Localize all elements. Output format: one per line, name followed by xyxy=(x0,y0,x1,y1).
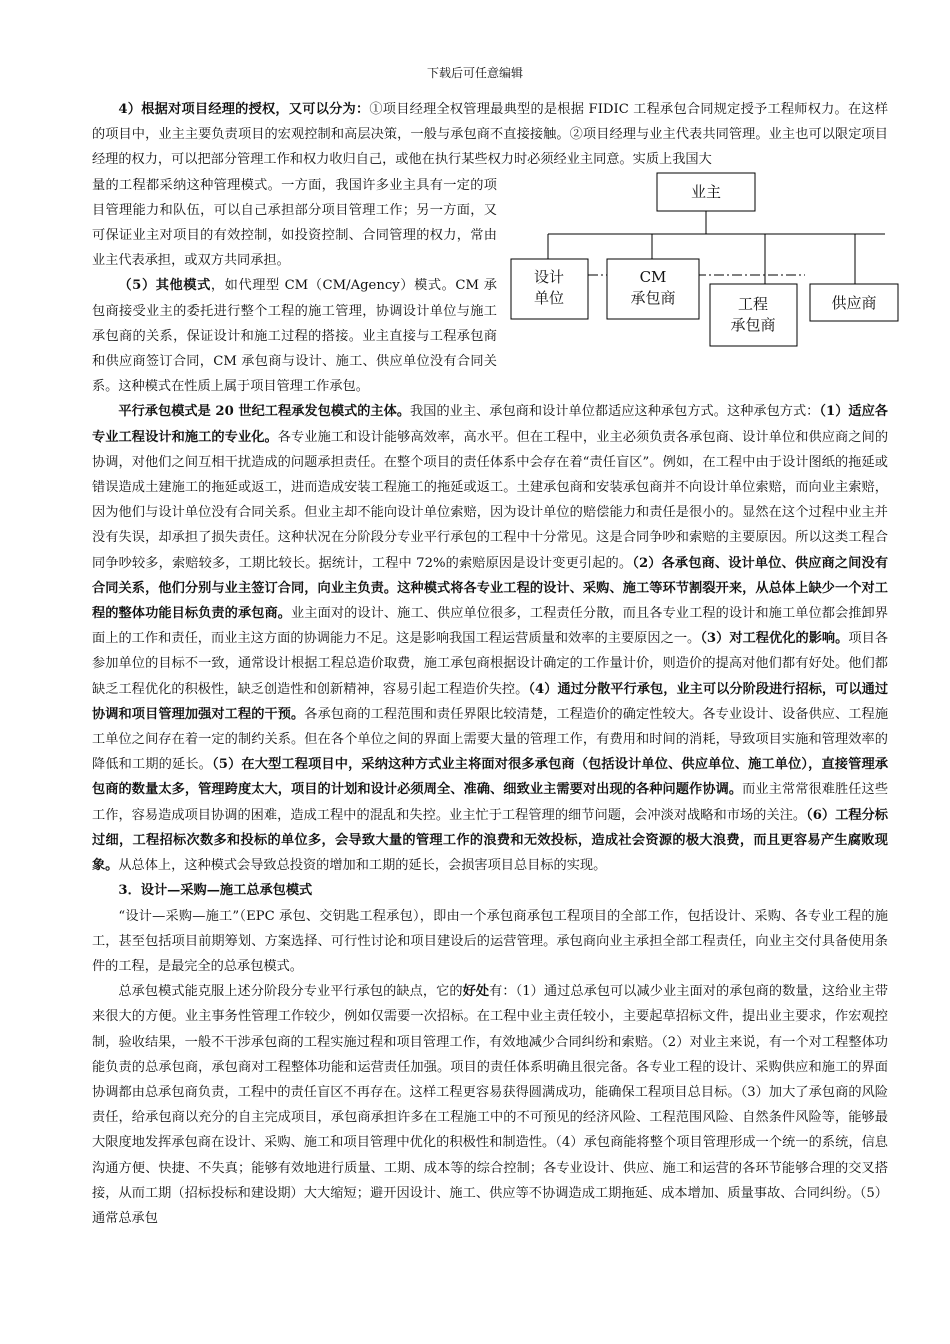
paragraph-epc-advantages xyxy=(92,979,888,1231)
heading-pm-authorization: 4）根据对项目经理的授权，又可以分为： xyxy=(118,102,370,117)
page-header: 下载后可任意编辑 xyxy=(426,66,523,80)
cm-label-2: 承包商 xyxy=(630,289,676,307)
supplier-label: 供应商 xyxy=(831,294,877,312)
parallel-text-1: 我国的业主、承包商和设计单位都适应这种承包方式。这种承包方式： xyxy=(410,404,820,420)
parallel-bold-2: （1）适应各专业工程设计和施工的专业化。 xyxy=(92,404,888,445)
design-label-1: 设计 xyxy=(533,268,565,286)
pm-authorization-text: ①项目经理全权管理最典型的是根据 FIDIC 工程承包合同规定授予工程师权力。在这样的项目中，业主主要负责项目的宏观控制和高层决策，一般与承包商不直接接触。②项目经理与业主代表共同管理。业主也可以限定项目经理的权力，可以把部分管理工作和权力收归自己，或他在执行某些权力时必须经业主同意。实质上我国大 xyxy=(92,102,888,168)
parallel-text-3: 各专业施工和设计能够高效率，高水平。但在工程中，业主必须负责各承包商、设计单位和供应商之间的协调，对他们之间互相干扰造成的问题承担责任。在整个项目的责任体系中会存在着“责任盲区”。例如，在工程中由于设计图纸的拖延或错误造成土建施工的拖延或返工，进而造成安装工程施工的拖延或返工。土建承包商和安装承包商并不向设计单位索赔，而向业主索赔，因为他们与设计单位没有合同关系。但业主却不能向设计单位索赔，因为设计单位的赔偿能力和责任是很小的。显然在这个过程中业主并没有失误，却承担了损失责任。这种状况在分阶段分专业平行承包的工程中十分常见。这是合同争吵和索赔的主要原因。所以这类工程合同争吵较多，索赔较多，工期比较长。据统计，工程中 72%的索赔原因是设计变更引起的。 xyxy=(92,429,889,571)
advantages-intro: 总承包模式能克服上述分阶段分专业平行承包的缺点，它的 xyxy=(118,984,463,1000)
cm-structure-diagram xyxy=(510,171,902,353)
parallel-bold-10: （5）在大型工程项目中，采纳这种方式业主将面对很多承包商（包括设计单位、供应单位、施工单位），直接管理承包商的数量太多，管理跨度太大，项目的计划和设计必须周全、准确、细致业主需要对出现的各种问题作协调。 xyxy=(92,757,889,798)
document-body xyxy=(92,97,888,1231)
parallel-text-9: 各承包商的工程范围和责任界限比较清楚，工程造价的确定性较大。各专业设计、设备供应、工程施工单位之间存在着一定的制约关系。但在各个单位之间的界面上需要大量的管理工作，有费用和时间的消耗，导致项目实施和管理效率的降低和工期的延长。 xyxy=(92,706,889,773)
parallel-seg xyxy=(118,404,410,419)
advantages-keyword: 好处 xyxy=(462,984,490,1000)
parallel-bold-0: 平行承包模式是 20 世纪工程承发包模式的主体。 xyxy=(118,404,411,420)
other-mode-text: ，如代理型 CM（CM/Agency）模式。CM 承包商接受业主的委托进行整个工程的施工管理，协调设计单位与施工承包商的关系，保证设计和施工过程的搭接。业主直接与工程承包商和供应商签订合同，CM 承包商与设计、施工、供应单位没有合同关系。这种模式在性质上属于项目管理工作承包。 xyxy=(92,278,497,395)
parallel-text-11: 而业主常常很难胜任这些工作，容易造成项目协调的困难，造成工程中的混乱和失控。业主忙于工程管理的细节问题，会冲淡对战略和市场的关注。 xyxy=(92,782,889,823)
section-title-epc: 3．设计—采购—施工总承包模式 xyxy=(118,883,313,899)
owner-label: 业主 xyxy=(690,183,722,201)
parallel-bold-6: （3）对工程优化的影响。 xyxy=(700,631,849,647)
paragraph-other-mode xyxy=(92,273,497,399)
parallel-text-7: 项目各参加单位的目标不一致，通常设计根据工程总造价取费，施工承包商根据设计确定的工作量计价，则造价的提高对他们都有好处。他们都缺乏工程优化的积极性，缺乏创造性和创新精神，容易引起工程造价失控。 xyxy=(92,631,889,697)
parallel-text-13: 从总体上，这种模式会导致总投资的增加和工期的延长，会损害项目总目标的实现。 xyxy=(118,858,607,874)
cm-label-1: CM xyxy=(639,268,667,286)
parallel-bold-8: （4）通过分散平行承包，业主可以分阶段进行招标，可以通过协调和项目管理加强对工程的干预。 xyxy=(92,681,889,722)
engineering-label-2: 承包商 xyxy=(730,316,776,334)
paragraph-pm-continued: 量的工程都采纳这种管理模式。一方面，我国许多业主具有一定的项目管理能力和队伍，可以自己承担部分项目管理工作；另一方面，又可保证业主对项目的有效控制，如投资控制、合同管理的权力，常由业主代表承担，或双方共同承担。 xyxy=(92,177,497,269)
parallel-text-5: 业主面对的设计、施工、供应单位很多，工程责任分散，而且各专业工程的设计和施工单位都会推卸界面上的工作和责任，而业主这方面的协调能力不足。这是影响我国工程运营质量和效率的主要原因之一。 xyxy=(92,606,889,647)
parallel-bold-4: （2）各承包商、设计单位、供应商之间没有合同关系，他们分别与业主签订合同，向业主负责。这种模式将各专业工程的设计、采购、施工等环节割裂开来，从总体上缺少一个对工程的整体功能目标负责的承包商。 xyxy=(92,555,889,622)
left-column xyxy=(92,173,497,400)
heading-other-mode: （5）其他模式 xyxy=(118,278,211,294)
engineering-box xyxy=(710,284,797,346)
diagram-svg xyxy=(510,171,902,353)
section-heading-epc xyxy=(92,878,888,903)
paragraph-parallel-contracting xyxy=(92,399,888,878)
section-top xyxy=(92,97,888,399)
engineering-label-1: 工程 xyxy=(737,295,769,313)
parallel-bold-12: （6）工程分标过细，工程招标次数多和投标的单位多，会导致大量的管理工作的浪费和无效投标，造成社会资源的极大浪费，而且更容易产生腐败现象。 xyxy=(92,807,888,874)
advantages-text: 有：（1）通过总承包可以减少业主面对的承包商的数量，这给业主带来很大的方便。业主事务性管理工作较少，例如仅需要一次招标。在工程中业主责任较小，主要起草招标文件，提出业主要求，作宏观控制，验收结果，一般不干涉承包商的工程实施过程和项目管理工作，有效地减少合同纠纷和索赔。（2）对业主来说，有一个对工程整体功能负责的总承包商，承包商对工程整体功能和运营责任加强。项目的责任体系明确且很完备。各专业工程的设计、采购供应和施工的界面协调都由总承包商负责，工程中的责任盲区不再存在。这样工程更容易获得圆满成功，能确保工程项目总目标。（3）加大了承包商的风险责任，给承包商以充分的自主完成项目，承包商承担许多在工程施工中的不可预见的经济风险、工程范围风险、自然条件风险等，能够最大限度地发挥承包商在设计、采购、施工和项目管理中优化的积极性和制造性。（4）承包商能将整个项目管理形成一个统一的系统，信息沟通方便、快捷、不失真；能够有效地进行质量、工期、成本等的综合控制；各专业设计、供应、施工和运营的各环节能够合理的交叉搭接，从而工期（招标投标和建设期）大大缩短；避开因设计、施工、供应等不协调造成工期拖延、成本增加、质量事故、合同纠纷。（5）通常总承包 xyxy=(92,984,889,1226)
paragraph-epc-definition: “设计—采购—施工”（EPC 承包、交钥匙工程承包），即由一个承包商承包工程项目的全部工作，包括设计、采购、各专业工程的施工，甚至包括项目前期筹划、方案选择、可行性讨论和项目建设后的运营管理。承包商向业主承担全部工程责任，向业主交付具备使用条件的工程，是最完全的总承包模式。 xyxy=(92,908,888,974)
design-label-2: 单位 xyxy=(533,289,565,307)
paragraph-pm-authorization xyxy=(92,97,888,173)
